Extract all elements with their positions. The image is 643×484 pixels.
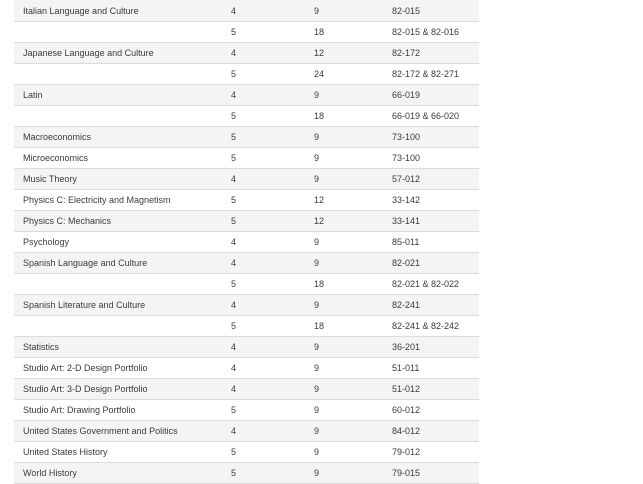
credits-cell: 9 bbox=[314, 232, 392, 253]
subject-cell: Macroeconomics bbox=[14, 127, 231, 148]
score-cell: 4 bbox=[231, 337, 314, 358]
table-row bbox=[14, 64, 479, 85]
courses-cell: 36-201 bbox=[392, 337, 479, 358]
courses-cell: 79-012 bbox=[392, 442, 479, 463]
courses-cell: 82-021 bbox=[392, 253, 479, 274]
table-row bbox=[14, 316, 479, 337]
table-row bbox=[14, 43, 479, 64]
table-row bbox=[14, 442, 479, 463]
score-cell: 4 bbox=[231, 232, 314, 253]
table-row bbox=[14, 400, 479, 421]
subject-cell: Physics C: Mechanics bbox=[14, 211, 231, 232]
score-cell: 4 bbox=[231, 169, 314, 190]
score-cell: 5 bbox=[231, 211, 314, 232]
subject-cell: Spanish Literature and Culture bbox=[14, 295, 231, 316]
subject-cell: Latin bbox=[14, 85, 231, 106]
credits-cell: 12 bbox=[314, 211, 392, 232]
courses-cell: 60-012 bbox=[392, 400, 479, 421]
credits-cell: 9 bbox=[314, 127, 392, 148]
subject-cell bbox=[14, 106, 231, 127]
credits-cell: 9 bbox=[314, 85, 392, 106]
score-cell: 5 bbox=[231, 148, 314, 169]
table-row bbox=[14, 253, 479, 274]
courses-cell: 82-172 & 82-271 bbox=[392, 64, 479, 85]
table-row bbox=[14, 85, 479, 106]
score-cell: 4 bbox=[231, 358, 314, 379]
score-cell: 5 bbox=[231, 127, 314, 148]
credits-cell: 9 bbox=[314, 253, 392, 274]
subject-cell bbox=[14, 22, 231, 43]
credits-cell: 18 bbox=[314, 316, 392, 337]
credit-table-container bbox=[14, 0, 479, 484]
table-row bbox=[14, 169, 479, 190]
courses-cell: 51-011 bbox=[392, 358, 479, 379]
table-row bbox=[14, 274, 479, 295]
score-cell: 4 bbox=[231, 295, 314, 316]
score-cell: 5 bbox=[231, 22, 314, 43]
table-row bbox=[14, 106, 479, 127]
table-row bbox=[14, 127, 479, 148]
credits-cell: 9 bbox=[314, 0, 392, 22]
credits-cell: 18 bbox=[314, 22, 392, 43]
score-cell: 5 bbox=[231, 463, 314, 484]
courses-cell: 73-100 bbox=[392, 127, 479, 148]
courses-cell: 85-011 bbox=[392, 232, 479, 253]
table-row bbox=[14, 295, 479, 316]
subject-cell bbox=[14, 64, 231, 85]
credits-cell: 9 bbox=[314, 295, 392, 316]
table-row bbox=[14, 22, 479, 43]
subject-cell: World History bbox=[14, 463, 231, 484]
table-row bbox=[14, 232, 479, 253]
subject-cell: Studio Art: 3-D Design Portfolio bbox=[14, 379, 231, 400]
score-cell: 5 bbox=[231, 400, 314, 421]
score-cell: 4 bbox=[231, 421, 314, 442]
credits-cell: 12 bbox=[314, 43, 392, 64]
subject-cell: Studio Art: 2-D Design Portfolio bbox=[14, 358, 231, 379]
table-row bbox=[14, 463, 479, 484]
score-cell: 5 bbox=[231, 442, 314, 463]
subject-cell: Physics C: Electricity and Magnetism bbox=[14, 190, 231, 211]
subject-cell bbox=[14, 316, 231, 337]
credits-cell: 24 bbox=[314, 64, 392, 85]
subject-cell: Statistics bbox=[14, 337, 231, 358]
score-cell: 5 bbox=[231, 316, 314, 337]
courses-cell: 82-241 & 82-242 bbox=[392, 316, 479, 337]
courses-cell: 82-015 bbox=[392, 0, 479, 22]
courses-cell: 84-012 bbox=[392, 421, 479, 442]
courses-cell: 33-141 bbox=[392, 211, 479, 232]
credits-cell: 9 bbox=[314, 148, 392, 169]
score-cell: 4 bbox=[231, 253, 314, 274]
score-cell: 5 bbox=[231, 106, 314, 127]
credits-cell: 9 bbox=[314, 169, 392, 190]
credit-table bbox=[14, 0, 479, 484]
credits-cell: 9 bbox=[314, 421, 392, 442]
score-cell: 5 bbox=[231, 64, 314, 85]
score-cell: 4 bbox=[231, 85, 314, 106]
credits-cell: 12 bbox=[314, 190, 392, 211]
credits-cell: 9 bbox=[314, 442, 392, 463]
credits-cell: 9 bbox=[314, 379, 392, 400]
courses-cell: 73-100 bbox=[392, 148, 479, 169]
score-cell: 4 bbox=[231, 0, 314, 22]
subject-cell bbox=[14, 274, 231, 295]
credits-cell: 9 bbox=[314, 358, 392, 379]
score-cell: 5 bbox=[231, 274, 314, 295]
courses-cell: 79-015 bbox=[392, 463, 479, 484]
table-row bbox=[14, 0, 479, 22]
subject-cell: United States History bbox=[14, 442, 231, 463]
score-cell: 4 bbox=[231, 379, 314, 400]
subject-cell: Psychology bbox=[14, 232, 231, 253]
table-row bbox=[14, 421, 479, 442]
credits-cell: 9 bbox=[314, 463, 392, 484]
courses-cell: 66-019 & 66-020 bbox=[392, 106, 479, 127]
table-row bbox=[14, 148, 479, 169]
courses-cell: 82-015 & 82-016 bbox=[392, 22, 479, 43]
credits-cell: 9 bbox=[314, 337, 392, 358]
courses-cell: 51-012 bbox=[392, 379, 479, 400]
table-row bbox=[14, 358, 479, 379]
credits-cell: 18 bbox=[314, 106, 392, 127]
courses-cell: 82-172 bbox=[392, 43, 479, 64]
courses-cell: 57-012 bbox=[392, 169, 479, 190]
subject-cell: Microeconomics bbox=[14, 148, 231, 169]
subject-cell: Music Theory bbox=[14, 169, 231, 190]
courses-cell: 66-019 bbox=[392, 85, 479, 106]
courses-cell: 82-241 bbox=[392, 295, 479, 316]
score-cell: 5 bbox=[231, 190, 314, 211]
subject-cell: Italian Language and Culture bbox=[14, 0, 231, 22]
courses-cell: 82-021 & 82-022 bbox=[392, 274, 479, 295]
credits-cell: 9 bbox=[314, 400, 392, 421]
table-row bbox=[14, 379, 479, 400]
table-row bbox=[14, 190, 479, 211]
courses-cell: 33-142 bbox=[392, 190, 479, 211]
subject-cell: Japanese Language and Culture bbox=[14, 43, 231, 64]
subject-cell: Spanish Language and Culture bbox=[14, 253, 231, 274]
score-cell: 4 bbox=[231, 43, 314, 64]
credits-cell: 18 bbox=[314, 274, 392, 295]
subject-cell: Studio Art: Drawing Portfolio bbox=[14, 400, 231, 421]
table-row bbox=[14, 211, 479, 232]
credit-table-body bbox=[14, 0, 479, 484]
subject-cell: United States Government and Politics bbox=[14, 421, 231, 442]
table-row bbox=[14, 337, 479, 358]
